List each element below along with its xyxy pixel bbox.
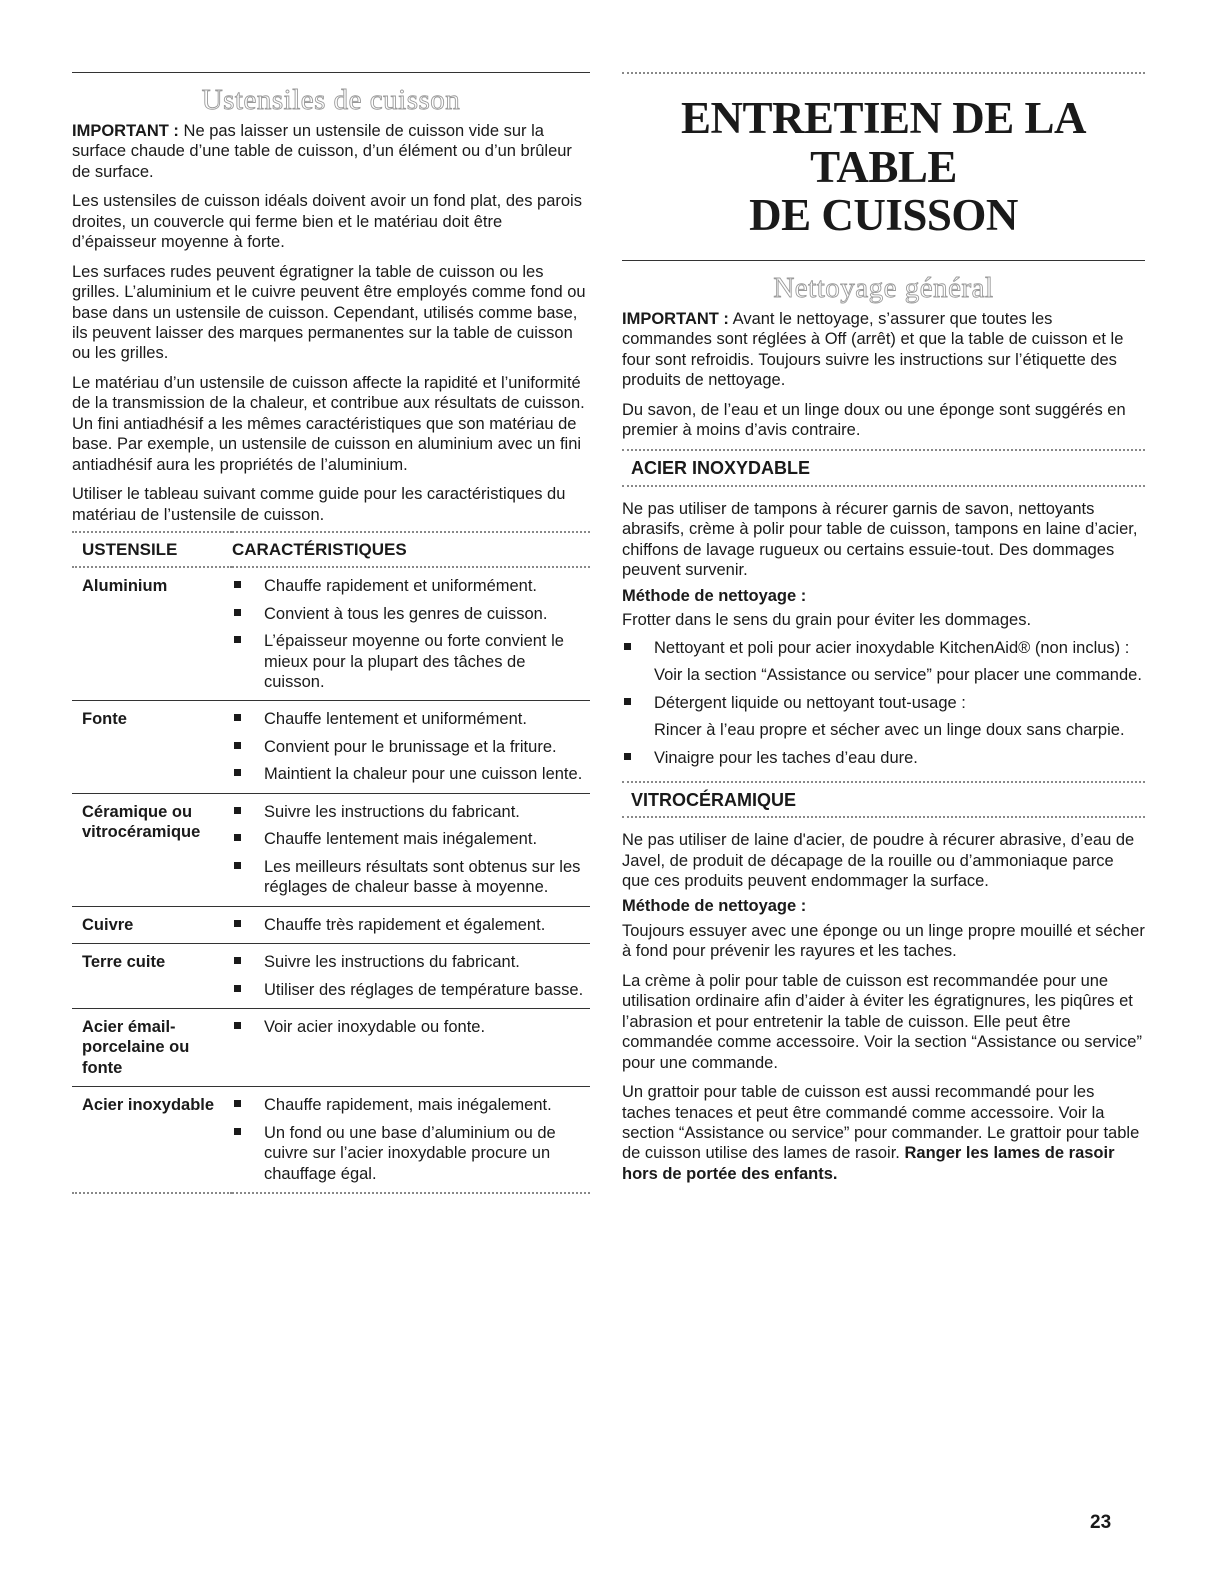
square-bullet-icon — [234, 609, 241, 616]
important-label: IMPORTANT : — [72, 121, 179, 140]
intro-paragraph: Du savon, de l’eau et un linge doux ou une éponge sont suggérés en premier à moins d’avis contraire. — [622, 400, 1126, 439]
paragraph: Les surfaces rudes peuvent égratigner la table de cuisson ou les grilles. L’aluminium et le cuivre peuvent être employés comme fond ou base dans un ustensile de cuisson. Cependant, utilisés comme base, ils peuvent laisser des marques permanentes sur la table de cuisson ou les grilles. — [72, 262, 586, 363]
square-bullet-icon — [234, 769, 241, 776]
ceramic-glass-heading: VITROCÉRAMIQUE — [631, 789, 797, 810]
list-item — [232, 829, 590, 849]
material-characteristics — [232, 567, 590, 701]
right-column — [622, 72, 1145, 1193]
stainless-steel-list — [622, 638, 1145, 768]
list-item-text: Vinaigre pour les taches d’eau dure. — [654, 749, 918, 768]
razor-warning: Ranger les lames de rasoir hors de portée des enfants. — [622, 1144, 1115, 1183]
material-name: Terre cuite — [72, 944, 232, 1009]
left-column — [72, 72, 590, 1194]
material-name: Aluminium — [72, 567, 232, 701]
scraper-text: Un grattoir pour table de cuisson est aussi recommandé pour les taches tenaces et peut être commandé comme accessoire. Voir la section “Assistance ou service” pour commander. Le grattoir pour table de cuisson utilise des lames de rasoir. — [622, 1083, 1140, 1163]
list-item-text: Chauffe rapidement, mais inégalement. — [264, 1096, 552, 1115]
list-item — [622, 748, 1145, 768]
paragraph: Les ustensiles de cuisson idéals doivent avoir un fond plat, des parois droites, un couvercle qui ferme bien et le matériau doit être d’épaisseur moyenne à forte. — [72, 192, 582, 252]
page-title — [622, 94, 1145, 240]
important-label: IMPORTANT : — [622, 309, 729, 328]
method-heading: Méthode de nettoyage : — [622, 586, 807, 605]
list-item — [232, 915, 590, 935]
list-item — [232, 709, 590, 729]
important-note — [622, 309, 1145, 391]
material-characteristics — [232, 906, 590, 943]
list-item — [622, 638, 1145, 685]
table-row — [72, 793, 590, 906]
list-item — [232, 802, 590, 822]
list-item — [232, 737, 590, 757]
list-item-text: Suivre les instructions du fabricant. — [264, 953, 520, 972]
square-bullet-icon — [234, 581, 241, 588]
list-item — [232, 952, 590, 972]
material-name: Acier émail-porcelaine ou fonte — [72, 1008, 232, 1086]
material-name: Fonte — [72, 701, 232, 793]
cookware-heading: Ustensiles de cuisson — [201, 84, 461, 116]
cookware-table — [72, 531, 590, 1194]
table-row — [72, 944, 590, 1009]
list-item-text: Convient pour le brunissage et la friture. — [264, 737, 557, 756]
material-name: Acier inoxydable — [72, 1087, 232, 1193]
material-characteristics — [232, 701, 590, 793]
list-item — [232, 604, 590, 624]
square-bullet-icon — [234, 1100, 241, 1107]
list-item — [232, 1095, 590, 1115]
list-item-text: Maintient la chaleur pour une cuisson lente. — [264, 765, 583, 784]
paragraph: Le matériau d’un ustensile de cuisson affecte la rapidité et l’uniformité de la transmission de la chaleur, et contribue aux résultats de cuisson. Un fini antiadhésif a les mêmes caractéristiques que son matériau de base. Par exemple, un ustensile de cuisson en aluminium avec un fini antiadhésif aura les propriétés de l’aluminium. — [72, 373, 585, 474]
list-item — [622, 693, 1145, 740]
square-bullet-icon — [234, 742, 241, 749]
square-bullet-icon — [234, 714, 241, 721]
square-bullet-icon — [234, 834, 241, 841]
table-row — [72, 906, 590, 943]
ceramic-glass-text: Ne pas utiliser de laine d'acier, de poudre à récurer abrasive, d’eau de Javel, de produit de décapage de la rouille ou d’ammoniaque parce que ces produits peuvent endommager la surface. — [622, 831, 1135, 890]
list-item-text: Chauffe lentement et uniformément. — [264, 710, 527, 729]
table-header-row — [72, 532, 590, 567]
table-row — [72, 701, 590, 793]
material-characteristics — [232, 793, 590, 906]
square-bullet-icon — [234, 1022, 241, 1029]
paragraph — [622, 1082, 1145, 1184]
list-item-text: Chauffe très rapidement et également. — [264, 915, 546, 934]
list-item — [232, 980, 590, 1000]
list-item-text: Convient à tous les genres de cuisson. — [264, 604, 548, 623]
material-name: Céramique ou vitrocéramique — [72, 793, 232, 906]
important-note — [72, 121, 590, 182]
section-rule — [622, 485, 1145, 487]
list-item-text: Nettoyant et poli pour acier inoxydable KitchenAid® (non inclus) : — [654, 639, 1130, 658]
top-rule — [72, 72, 590, 73]
top-dotted-rule — [622, 72, 1145, 74]
list-item-text: Chauffe lentement mais inégalement. — [264, 830, 538, 849]
page-title-line2: DE CUISSON — [749, 190, 1018, 241]
list-item-text: L’épaisseur moyenne ou forte convient le mieux pour la plupart des tâches de cuisson. — [264, 632, 564, 691]
list-item — [232, 576, 590, 596]
list-item-text: Les meilleurs résultats sont obtenus sur les réglages de chaleur basse à moyenne. — [264, 857, 581, 897]
table-row — [72, 1008, 590, 1086]
method-text: Frotter dans le sens du grain pour éviter les dommages. — [622, 611, 1032, 630]
list-item-subtext: Rincer à l’eau propre et sécher avec un linge doux sans charpie. — [654, 720, 1125, 739]
square-bullet-icon — [234, 807, 241, 814]
title-rule — [622, 260, 1145, 261]
list-item-text: Un fond ou une base d’aluminium ou de cuivre sur l’acier inoxydable procure un chauffage égal. — [264, 1123, 556, 1183]
list-item-subtext: Voir la section “Assistance ou service” pour placer une commande. — [654, 665, 1142, 684]
square-bullet-icon — [234, 957, 241, 964]
list-item — [232, 764, 590, 784]
paragraph: Utiliser le tableau suivant comme guide pour les caractéristiques du matériau de l’ustensile de cuisson. — [72, 485, 566, 524]
column-header-caracteristiques: CARACTÉRISTIQUES — [232, 532, 590, 567]
list-item — [232, 1123, 590, 1184]
page-title-line1: ENTRETIEN DE LA TABLE — [680, 93, 1087, 192]
material-characteristics — [232, 1008, 590, 1086]
important-text: Ne pas laisser un ustensile de cuisson vide sur la surface chaude d’une table de cuisson, d’un élément ou d’un brûleur de surface. — [72, 121, 572, 181]
list-item — [232, 631, 590, 692]
general-cleaning-heading: Nettoyage général — [773, 271, 994, 304]
important-text: Avant le nettoyage, s’assurer que toutes les commandes sont réglées à Off (arrêt) et que la table de cuisson et le four sont refroidis. Toujours suivre les instructions sur l’étiquette des produits de nettoyage. — [622, 309, 1124, 390]
square-bullet-icon — [624, 753, 631, 760]
square-bullet-icon — [624, 698, 631, 705]
list-item-text: Utiliser des réglages de température basse. — [264, 980, 584, 999]
table-row — [72, 1087, 590, 1193]
square-bullet-icon — [234, 920, 241, 927]
method-heading: Méthode de nettoyage : — [622, 897, 807, 916]
column-header-ustensile: USTENSILE — [72, 532, 232, 567]
square-bullet-icon — [234, 636, 241, 643]
list-item-text: Suivre les instructions du fabricant. — [264, 802, 520, 821]
paragraph: Toujours essuyer avec une éponge ou un linge propre mouillé et sécher à fond pour prévenir les rayures et les taches. — [622, 921, 1145, 961]
stainless-steel-text: Ne pas utiliser de tampons à récurer garnis de savon, nettoyants abrasifs, crème à polir pour table de cuisson, tampons en laine d’acier, chiffons de lavage rugueux ou certains essuie-tout. Des dommages peuvent survenir. — [622, 499, 1138, 580]
square-bullet-icon — [234, 1128, 241, 1135]
section-rule — [622, 816, 1145, 818]
list-item — [232, 1017, 590, 1037]
list-item-text: Détergent liquide ou nettoyant tout-usage : — [654, 694, 966, 713]
material-characteristics — [232, 1087, 590, 1193]
list-item-text: Chauffe rapidement et uniformément. — [264, 577, 538, 596]
stainless-steel-heading: ACIER INOXYDABLE — [631, 458, 811, 479]
table-row — [72, 567, 590, 701]
material-characteristics — [232, 944, 590, 1009]
square-bullet-icon — [234, 862, 241, 869]
material-name: Cuivre — [72, 906, 232, 943]
list-item — [232, 857, 590, 898]
list-item-text: Voir acier inoxydable ou fonte. — [264, 1017, 486, 1036]
square-bullet-icon — [234, 985, 241, 992]
page-number: 23 — [1090, 1512, 1112, 1533]
paragraph: La crème à polir pour table de cuisson est recommandée pour une utilisation ordinaire afin d’aider à éviter les égratignures, les piqûres et l’abrasion et pour entretenir la table de cuisson. Elle peut être commandée comme accessoire. Voir la section “Assistance ou service” pour une commande. — [622, 971, 1142, 1072]
square-bullet-icon — [624, 643, 631, 650]
